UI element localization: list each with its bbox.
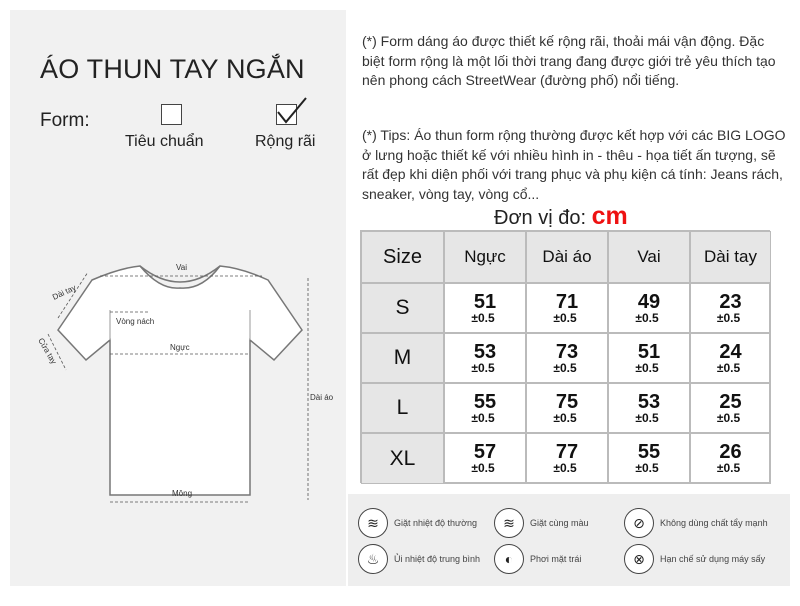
table-header: Vai: [608, 231, 690, 283]
measurement-cell: [444, 333, 526, 383]
table-header: Dài tay: [690, 231, 771, 283]
measurement-tolerance: ±0.5: [716, 461, 741, 475]
measurement-value: 53: [473, 340, 497, 363]
measurement-tolerance: ±0.5: [553, 310, 577, 325]
measurement-cell: [444, 383, 526, 433]
measurement-cell: [608, 383, 690, 433]
care-label: Giặt cùng màu: [530, 518, 589, 528]
measurement-value: 23: [719, 290, 742, 313]
measurement-cell: [608, 283, 690, 333]
measurement-tolerance: ±0.5: [635, 410, 659, 425]
measurement-tolerance: ±0.5: [471, 461, 495, 475]
size-cell: M: [361, 333, 444, 383]
mong-label: Mông: [172, 489, 193, 498]
measurement-cell: [608, 333, 690, 383]
size-guide-illustration-panel: [10, 10, 346, 586]
size-cell: XL: [361, 433, 444, 484]
form-label: Form:: [40, 110, 90, 131]
measurement-cell: [608, 433, 690, 484]
measurement-value: 55: [473, 390, 497, 413]
care-item: [358, 544, 480, 574]
unit-value: cm: [591, 202, 628, 230]
dai-tay-label: Dài tay: [51, 283, 78, 302]
measurement-value: 49: [637, 290, 661, 313]
limit-dryer-icon: ⊗: [624, 544, 654, 574]
care-item: [494, 544, 581, 574]
unit-line: [494, 202, 628, 231]
size-cell: L: [361, 383, 444, 433]
measurement-cell: [526, 383, 608, 433]
form-standard-checkbox: [161, 104, 182, 125]
care-label: Ủi nhiệt độ trung bình: [394, 554, 481, 564]
measurement-value: 57: [473, 441, 497, 463]
measurement-value: 26: [719, 441, 742, 463]
iron-medium-icon: ♨: [358, 544, 388, 574]
cua-tay-label: Cửa tay: [36, 336, 59, 366]
wash-normal-icon: ≋: [358, 508, 388, 538]
unit-label: Đơn vị đo:: [494, 207, 587, 229]
measurement-cell: [690, 433, 771, 484]
measurement-cell: [526, 283, 608, 333]
measurement-value: 75: [555, 390, 579, 413]
measurement-tolerance: ±0.5: [635, 461, 659, 475]
measurement-tolerance: ±0.5: [471, 310, 495, 325]
vai-label: Vai: [176, 263, 187, 272]
care-instructions: [348, 494, 790, 586]
measurement-cell: [690, 333, 771, 383]
tshirt-diagram: [30, 250, 334, 520]
measurement-cell: [690, 283, 771, 333]
measurement-value: 51: [473, 290, 497, 313]
care-label: Giặt nhiệt độ thường: [394, 518, 477, 528]
measurement-value: 51: [637, 340, 661, 363]
form-standard-label: Tiêu chuẩn: [125, 133, 204, 150]
form-wide-label: Rộng rãi: [255, 133, 316, 150]
table-header: Size: [361, 231, 444, 283]
measurement-tolerance: ±0.5: [635, 360, 659, 375]
dai-ao-label: Dài áo: [310, 393, 334, 402]
no-bleach-icon: ⊘: [624, 508, 654, 538]
measurement-tolerance: ±0.5: [471, 410, 495, 425]
measurement-cell: [526, 333, 608, 383]
nguc-label: Ngực: [170, 343, 190, 352]
vong-nach-label: Vòng nách: [116, 317, 155, 326]
measurement-tolerance: ±0.5: [471, 360, 495, 375]
measurement-value: 53: [637, 390, 661, 413]
measurement-value: 73: [555, 340, 579, 363]
table-header: Ngực: [444, 231, 526, 283]
table-header: Dài áo: [526, 231, 608, 283]
size-table: [360, 230, 770, 483]
measurement-value: 24: [719, 340, 742, 363]
care-item: [358, 508, 477, 538]
measurement-tolerance: ±0.5: [553, 410, 577, 425]
measurement-value: 25: [719, 390, 742, 413]
measurement-cell: [526, 433, 608, 484]
measurement-cell: [444, 283, 526, 333]
measurement-value: 55: [637, 441, 661, 463]
size-info-panel: [348, 10, 790, 586]
styling-tips: (*) Tips: Áo thun form rộng thường được kết hợp với các BIG LOGO ở lưng hoặc thiết kế với nhiều hình in - thêu - họa tiết ấn tượng, sẽ rất đẹp khi diện phối với trang phục và phụ kiện cá tính: Jeans rách, sneaker, vòng tay, vòng cổ...: [362, 127, 786, 202]
measurement-value: 77: [555, 441, 579, 463]
form-description: (*) Form dáng áo được thiết kế rộng rãi, thoải mái vận động. Đặc biệt form rộng là một lối thời trang đang được giới trẻ yêu thích tạo nên phong cách StreetWear (đường phố) nổi tiếng.: [362, 33, 776, 89]
care-label: Hạn chế sử dụng máy sấy: [660, 554, 766, 564]
care-label: Phơi mặt trái: [530, 554, 582, 564]
care-item: [624, 544, 765, 574]
wash-same-color-icon: ≋: [494, 508, 524, 538]
measurement-cell: [444, 433, 526, 484]
care-item: [494, 508, 589, 538]
checkmark-icon: [274, 94, 310, 128]
care-label: Không dùng chất tẩy mạnh: [660, 518, 768, 528]
product-title: ÁO THUN TAY NGẮN: [40, 54, 305, 84]
care-item: [624, 508, 768, 538]
measurement-tolerance: ±0.5: [635, 310, 659, 325]
measurement-tolerance: ±0.5: [553, 461, 577, 475]
tshirt-outline: [58, 266, 302, 495]
size-cell: S: [361, 283, 444, 333]
measurement-value: 71: [555, 290, 579, 313]
measurement-tolerance: ±0.5: [553, 360, 577, 375]
measurement-cell: [690, 383, 771, 433]
measurement-tolerance: ±0.5: [716, 360, 741, 375]
measurement-tolerance: ±0.5: [716, 310, 741, 325]
dry-inside-out-icon: ◐: [494, 544, 524, 574]
measurement-tolerance: ±0.5: [716, 410, 741, 425]
